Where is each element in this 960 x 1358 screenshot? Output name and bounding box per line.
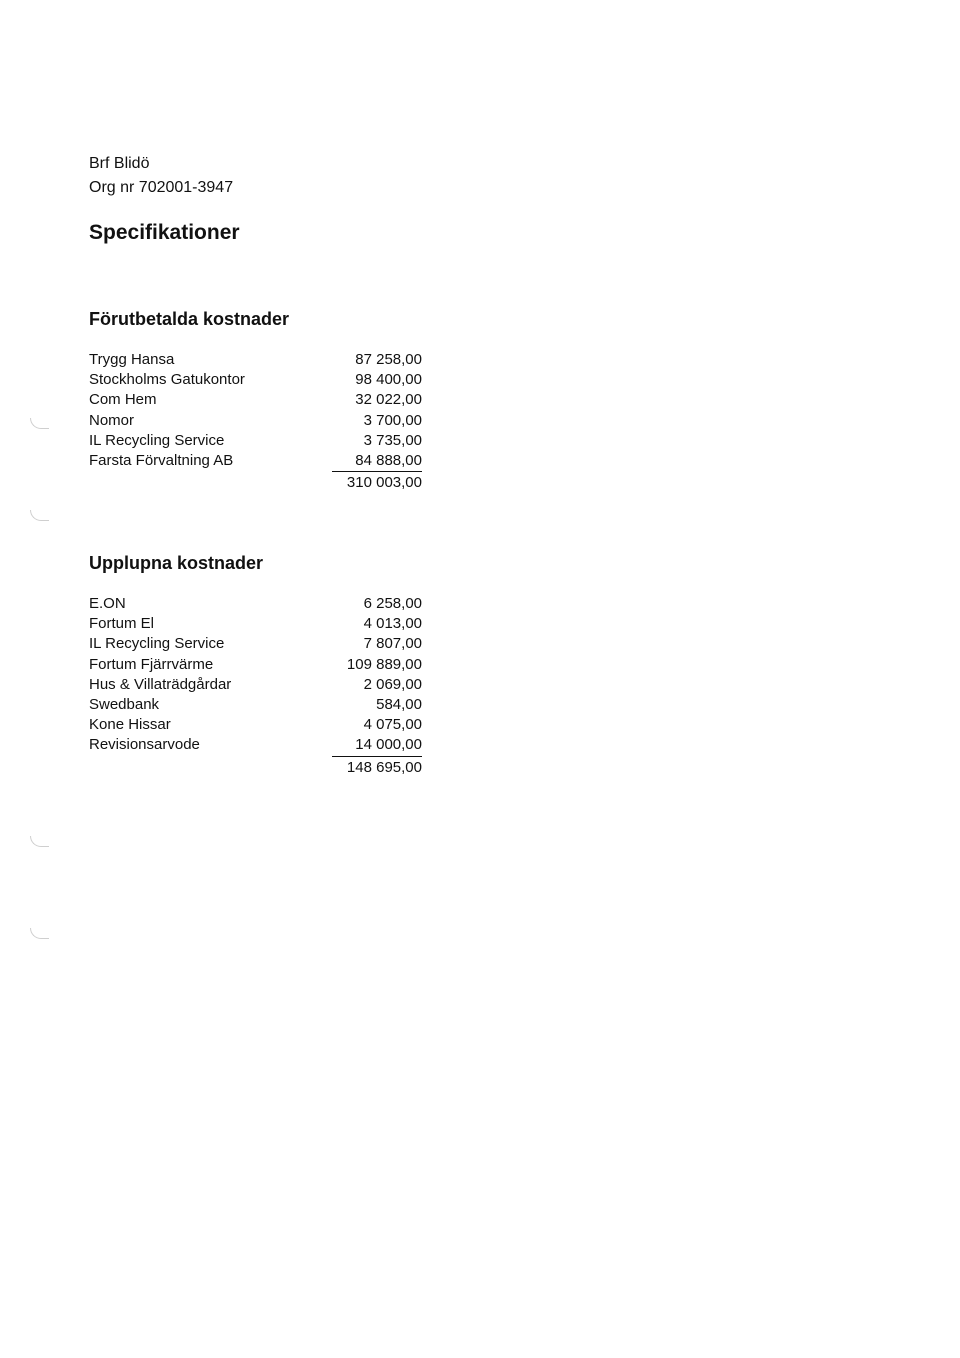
cost-amount: 6 258,00 <box>363 595 422 612</box>
cost-amount: 87 258,00 <box>355 351 422 368</box>
punch-hole-mark <box>30 418 49 429</box>
cost-label: Com Hem <box>89 391 157 409</box>
cost-label: Hus & Villaträdgårdar <box>89 675 232 693</box>
cost-amount: 2 069,00 <box>363 675 422 693</box>
cost-amount: 84 888,00 <box>355 451 422 469</box>
cost-amount: 4 075,00 <box>363 716 422 734</box>
cost-label: IL Recycling Service <box>89 635 225 653</box>
total-amount: 148 695,00 <box>332 756 422 778</box>
cost-list <box>89 594 422 778</box>
cost-label: Fortum Fjärrvärme <box>89 655 214 673</box>
punch-hole-mark <box>30 836 49 847</box>
cost-row <box>89 594 422 614</box>
cost-list <box>89 350 422 493</box>
cost-label: Swedbank <box>89 695 160 713</box>
cost-amount: 109 889,00 <box>346 655 422 673</box>
cost-row <box>89 655 422 675</box>
page-title: Specifikationer <box>89 221 240 244</box>
cost-row <box>89 451 422 471</box>
cost-row <box>89 735 422 755</box>
cost-row <box>89 634 422 654</box>
cost-row <box>89 695 422 715</box>
cost-amount: 584,00 <box>376 695 422 713</box>
total-row <box>89 471 422 493</box>
total-row <box>89 756 422 778</box>
cost-label: IL Recycling Service <box>89 431 225 449</box>
cost-label: Nomor <box>89 411 135 429</box>
document-header <box>89 152 233 200</box>
org-number: Org nr 702001-3947 <box>89 179 234 196</box>
cost-row <box>89 614 422 634</box>
punch-hole-mark <box>30 510 49 521</box>
cost-label: Fortum El <box>89 615 155 633</box>
cost-label: Revisionsarvode <box>89 736 200 754</box>
cost-row <box>89 675 422 695</box>
cost-amount: 3 735,00 <box>363 431 422 449</box>
cost-amount: 3 700,00 <box>363 411 422 429</box>
cost-label: Stockholms Gatukontor <box>89 371 245 389</box>
cost-row <box>89 715 422 735</box>
cost-amount: 7 807,00 <box>363 635 422 653</box>
section-accrued-expenses <box>89 550 422 778</box>
cost-label: Farsta Förvaltning AB <box>89 451 234 469</box>
section-heading: Förutbetalda kostnader <box>89 309 290 329</box>
section-prepaid-expenses <box>89 306 422 493</box>
company-name: Brf Blidö <box>89 155 150 172</box>
cost-amount: 32 022,00 <box>355 391 422 409</box>
cost-row <box>89 350 422 370</box>
cost-amount: 4 013,00 <box>363 615 422 633</box>
punch-hole-mark <box>30 928 49 939</box>
cost-row <box>89 390 422 410</box>
cost-amount: 14 000,00 <box>355 736 422 754</box>
cost-row <box>89 370 422 390</box>
cost-label: E.ON <box>89 595 126 612</box>
cost-amount: 98 400,00 <box>355 371 422 389</box>
cost-label: Trygg Hansa <box>89 351 175 368</box>
cost-row <box>89 431 422 451</box>
section-heading: Upplupna kostnader <box>89 553 264 573</box>
cost-row <box>89 411 422 431</box>
total-amount: 310 003,00 <box>332 471 422 493</box>
cost-label: Kone Hissar <box>89 716 171 734</box>
